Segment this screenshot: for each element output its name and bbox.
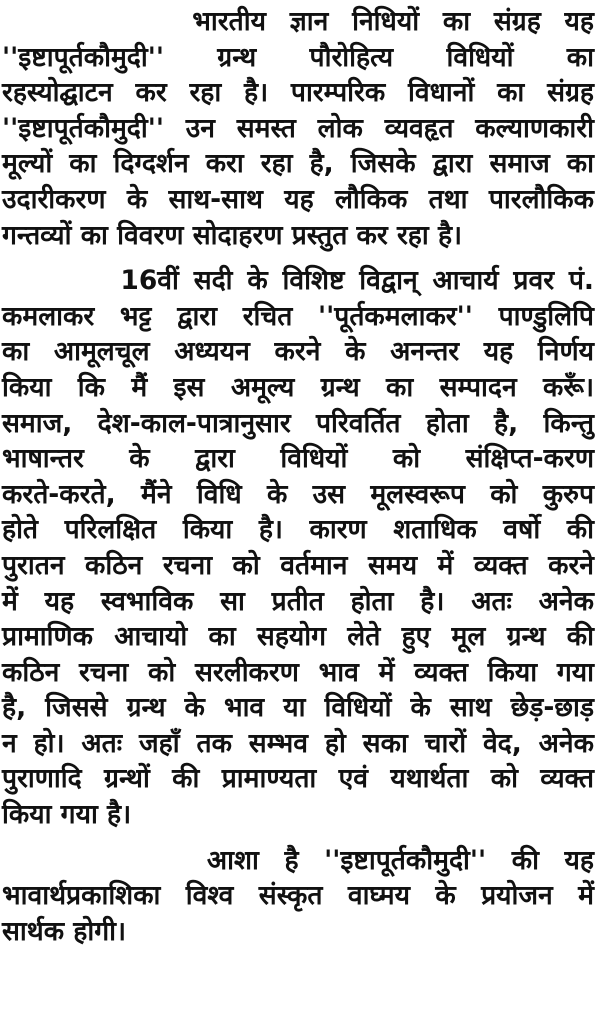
- text-line: कठिन रचना को सरलीकरण भाव में व्यक्त किया गया: [2, 656, 594, 688]
- text-line: किया गया है।: [2, 799, 132, 831]
- text-line: उदारीकरण के साथ-साथ यह लौकिक तथा पारलौकिक: [2, 183, 594, 215]
- text-line: सार्थक होगी।: [2, 915, 127, 947]
- paragraph-1: [2, 4, 594, 253]
- text-line: 16वीं सदी के विशिष्ट विद्वान् आचार्य प्रवर पं.: [2, 265, 594, 297]
- text-line: समाज, देश-काल-पात्रानुसार परिवर्तित होता है, किन्तु: [2, 407, 594, 439]
- text-line: ''इष्टापूर्तकौमुदी'' उन समस्त लोक व्यवहृत कल्याणकारी: [2, 112, 594, 144]
- text-line: में यह स्वभाविक सा प्रतीत होता है। अतः अनेक: [2, 585, 594, 617]
- text-line: का आमूलचूल अध्ययन करने के अनन्तर यह निर्णय: [2, 336, 594, 368]
- text-line: आशा है ''इष्टापूर्तकौमुदी'' की यह: [2, 844, 594, 876]
- text-line: भावार्थप्रकाशिका विश्व संस्कृत वाघ्मय के प्रयोजन में: [2, 880, 594, 912]
- paragraph-2: [2, 263, 594, 833]
- text-line: ''इष्टापूर्तकौमुदी'' ग्रन्थ पौरोहित्य विधियों का: [2, 41, 594, 73]
- text-line: होते परिलक्षित किया है। कारण शताधिक वर्षो की: [2, 514, 594, 546]
- text-line: रहस्योद्घाटन कर रहा है। पारम्परिक विधानों का संग्रह: [2, 77, 594, 109]
- text-line: किया कि मैं इस अमूल्य ग्रन्थ का सम्पादन करूँ।: [2, 371, 594, 403]
- text-line: गन्तव्यों का विवरण सोदाहरण प्रस्तुत कर रहा है।: [2, 219, 463, 251]
- text-line: न हो। अतः जहाँ तक सम्भव हो सका चारों वेद, अनेक: [2, 727, 594, 759]
- text-line: भारतीय ज्ञान निधियों का संग्रह यह: [2, 6, 594, 37]
- text-line: प्रामाणिक आचायो का सहयोग लेते हुए मूल ग्रन्थ की: [2, 621, 594, 653]
- text-line: करते-करते, मैंने विधि के उस मूलस्वरूप को कुरुप: [2, 478, 594, 510]
- text-line: है, जिससे ग्रन्थ के भाव या विधियों के साथ छेड़-छाड़: [2, 692, 594, 724]
- text-line: पुरातन कठिन रचना को वर्तमान समय में व्यक्त करने: [2, 549, 594, 581]
- paragraph-3: [2, 843, 594, 950]
- text-line: कमलाकर भट्ट द्वारा रचित ''पूर्तकमलाकर'' पाण्डुलिपि: [2, 300, 594, 332]
- text-line: पुराणादि ग्रन्थों की प्रामाण्यता एवं यथार्थता को व्यक्त: [2, 763, 594, 795]
- text-line: मूल्यों का दिग्दर्शन करा रहा है, जिसके द्वारा समाज का: [2, 148, 594, 180]
- text-line: भाषान्तर के द्वारा विधियों को संक्षिप्त-करण: [2, 443, 594, 475]
